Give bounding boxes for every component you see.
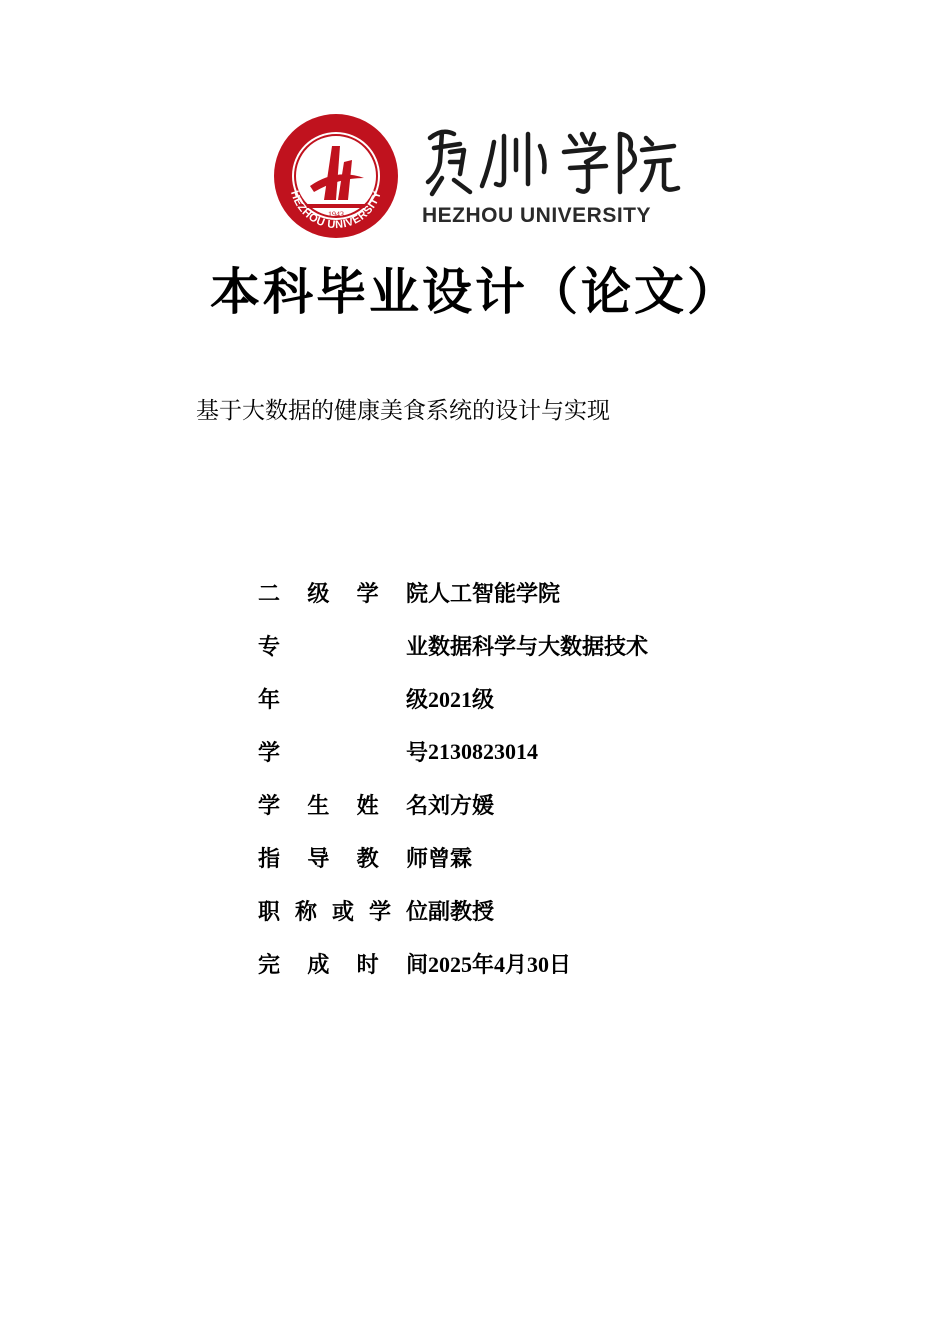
info-label: 专 业: [258, 635, 428, 660]
university-english-name: HEZHOU UNIVERSITY: [422, 204, 652, 227]
info-value: 曾霖: [428, 846, 473, 871]
info-row-advisor-title: [258, 884, 648, 937]
info-label: 学 号: [258, 741, 428, 766]
document-type-title: 本科毕业设计（论文）: [210, 263, 740, 321]
info-row-advisor: [258, 831, 648, 884]
info-row-student-id: [258, 725, 648, 778]
info-row-grade: [258, 672, 648, 725]
info-row-college: [258, 566, 648, 619]
info-label: 指 导 教 师: [258, 847, 428, 872]
info-value: 数据科学与大数据技术: [428, 634, 649, 659]
info-row-completion-date: [258, 937, 648, 990]
seal-ring-text: HEZHOU UNIVERSITY: [288, 189, 384, 232]
info-row-student-name: [258, 778, 648, 831]
info-value: 2021级: [428, 687, 495, 712]
info-label: 职 称 或 学 位: [258, 900, 428, 925]
info-value: 刘方媛: [428, 793, 495, 818]
info-value: 人工智能学院: [428, 581, 561, 606]
info-label: 完 成 时 间: [258, 953, 428, 978]
info-label: 学 生 姓 名: [258, 794, 428, 819]
calligraphy-wordmark: [420, 122, 682, 198]
info-value: 2130823014: [428, 738, 538, 764]
info-value: 副教授: [428, 899, 495, 924]
seal-year-text: 1943: [328, 210, 344, 219]
thesis-topic: 基于大数据的健康美食系统的设计与实现: [196, 398, 610, 424]
info-label: 二 级 学 院: [258, 582, 428, 607]
university-seal-icon: [272, 112, 400, 240]
student-info-table: [258, 566, 648, 990]
university-logo: [272, 112, 682, 242]
info-row-major: [258, 619, 648, 672]
info-label: 年 级: [258, 688, 428, 713]
info-value: 2025年4月30日: [428, 952, 572, 977]
